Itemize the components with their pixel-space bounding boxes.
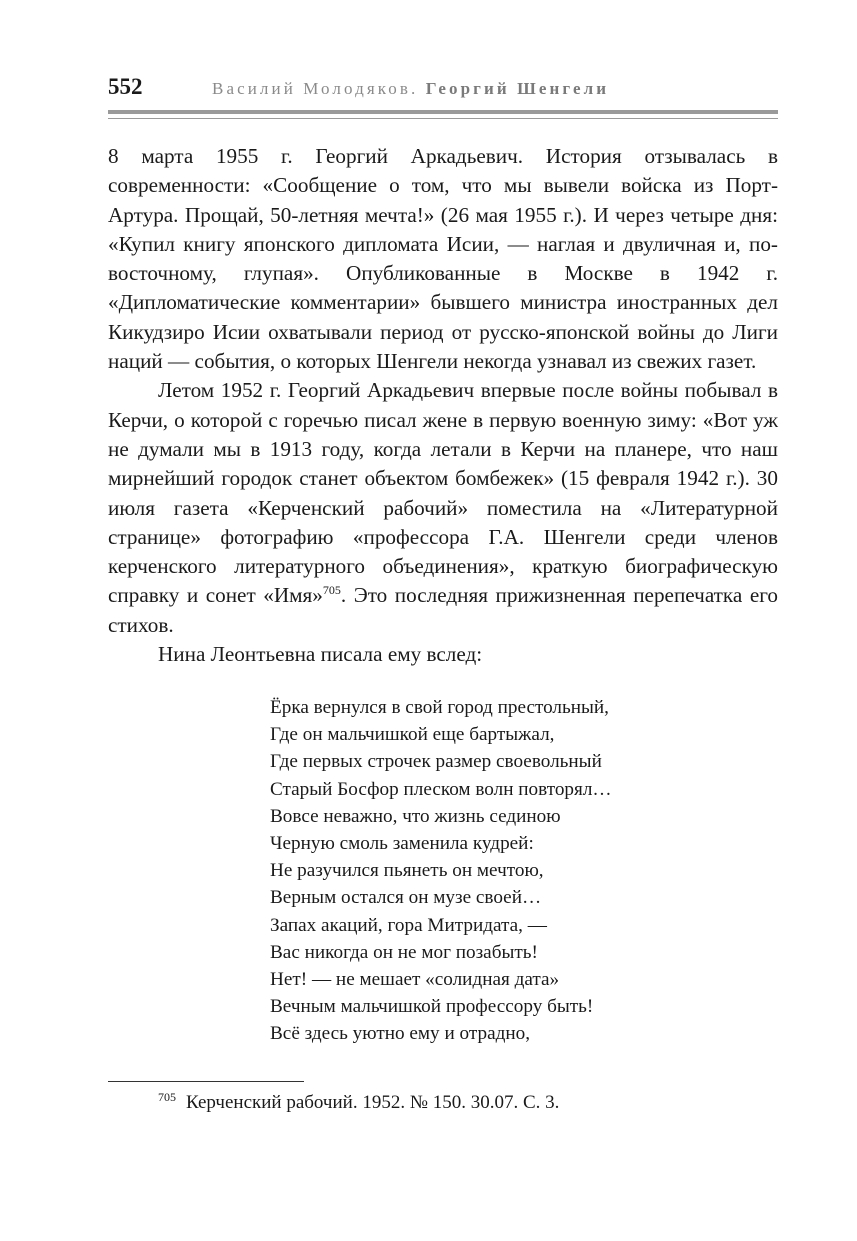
poem-line: Вас никогда он не мог позабыть! [270, 941, 538, 963]
poem-line: Запах акаций, гора Митридата, — [270, 914, 547, 936]
poem-line: Вечным мальчишкой профессору быть! [270, 996, 594, 1018]
poem-line: Старый Босфор плеском волн повторял… [270, 778, 612, 800]
paragraph [108, 640, 778, 669]
poem-line: Всё здесь уютно ему и отрадно, [270, 1023, 531, 1045]
running-head-author: Василий Молодяков. [212, 79, 419, 98]
poem-line: Черную смоль заменила кудрей: [270, 833, 534, 855]
footnote-number: 705 [158, 1089, 176, 1104]
footnote-rule [108, 1081, 304, 1082]
running-head [212, 79, 609, 99]
poem-line: Нет! — не мешает «солидная дата» [270, 969, 560, 991]
paragraph [108, 376, 778, 640]
paragraph [108, 142, 778, 376]
poem-line: Не разучился пьянеть он мечтою, [270, 860, 544, 882]
header-rule-thick [108, 110, 778, 114]
paragraph-text: . Это последняя прижизненная перепечатка его стихов. [108, 583, 778, 637]
footnote-text: Керченский рабочий. 1952. № 150. 30.07. С. 3. [186, 1092, 560, 1113]
poem-line: Верным остался он музе своей… [270, 887, 542, 909]
body-text [108, 142, 778, 669]
paragraph-text: Нина Леонтьевна писала ему вслед: [158, 642, 483, 667]
footnote [158, 1089, 560, 1114]
paragraph-text: Летом 1952 г. Георгий Аркадьевич впервые после войны побывал в Керчи, о которой с горечью писал жене в первую военную зиму: «Вот уж не думали мы в 1913 году, когда летали в Керчи на планере, что наш мирнейший городок станет объектом бомбежек» (15 февраля 1942 г.). 30 июля газета «Керченский рабочий» поместила на «Литературной странице» фотографию «профессора Г.А. Шенгели среди членов керченского литературного объединения», краткую биографическую справку и сонет «Имя» [108, 378, 778, 608]
footnote-reference[interactable]: 705 [322, 583, 341, 598]
poem [270, 694, 612, 1048]
poem-line: Ёрка вернулся в свой город престольный, [270, 697, 609, 718]
poem-line: Вовсе неважно, что жизнь сединою [270, 805, 561, 827]
page-number: 552 [108, 74, 143, 99]
running-head-book-title: Георгий Шенгели [425, 79, 610, 98]
paragraph-text: 8 марта 1955 г. Георгий Аркадьевич. История отзывалась в современности: «Сообщение о том, что мы вывели войска из Порт-Артура. Прощай, 50-летняя мечта!» (26 мая 1955 г.). И через четыре дня: «Купил книгу японского дипломата Исии, — наглая и двуличная и, по-восточному, глупая». Опубликованные в Москве в 1942 г. «Дипломатические комментарии» бывшего министра иностранных дел Кикудзиро Исии охватывали период от русско-японской войны до Лиги наций — события, о которых Шенгели некогда узнавал из свежих газет. [108, 144, 778, 374]
poem-line: Где он мальчишкой еще бартыжал, [270, 724, 555, 746]
poem-line: Где первых строчек размер своевольный [270, 751, 602, 773]
header-rule-thin [108, 118, 778, 119]
